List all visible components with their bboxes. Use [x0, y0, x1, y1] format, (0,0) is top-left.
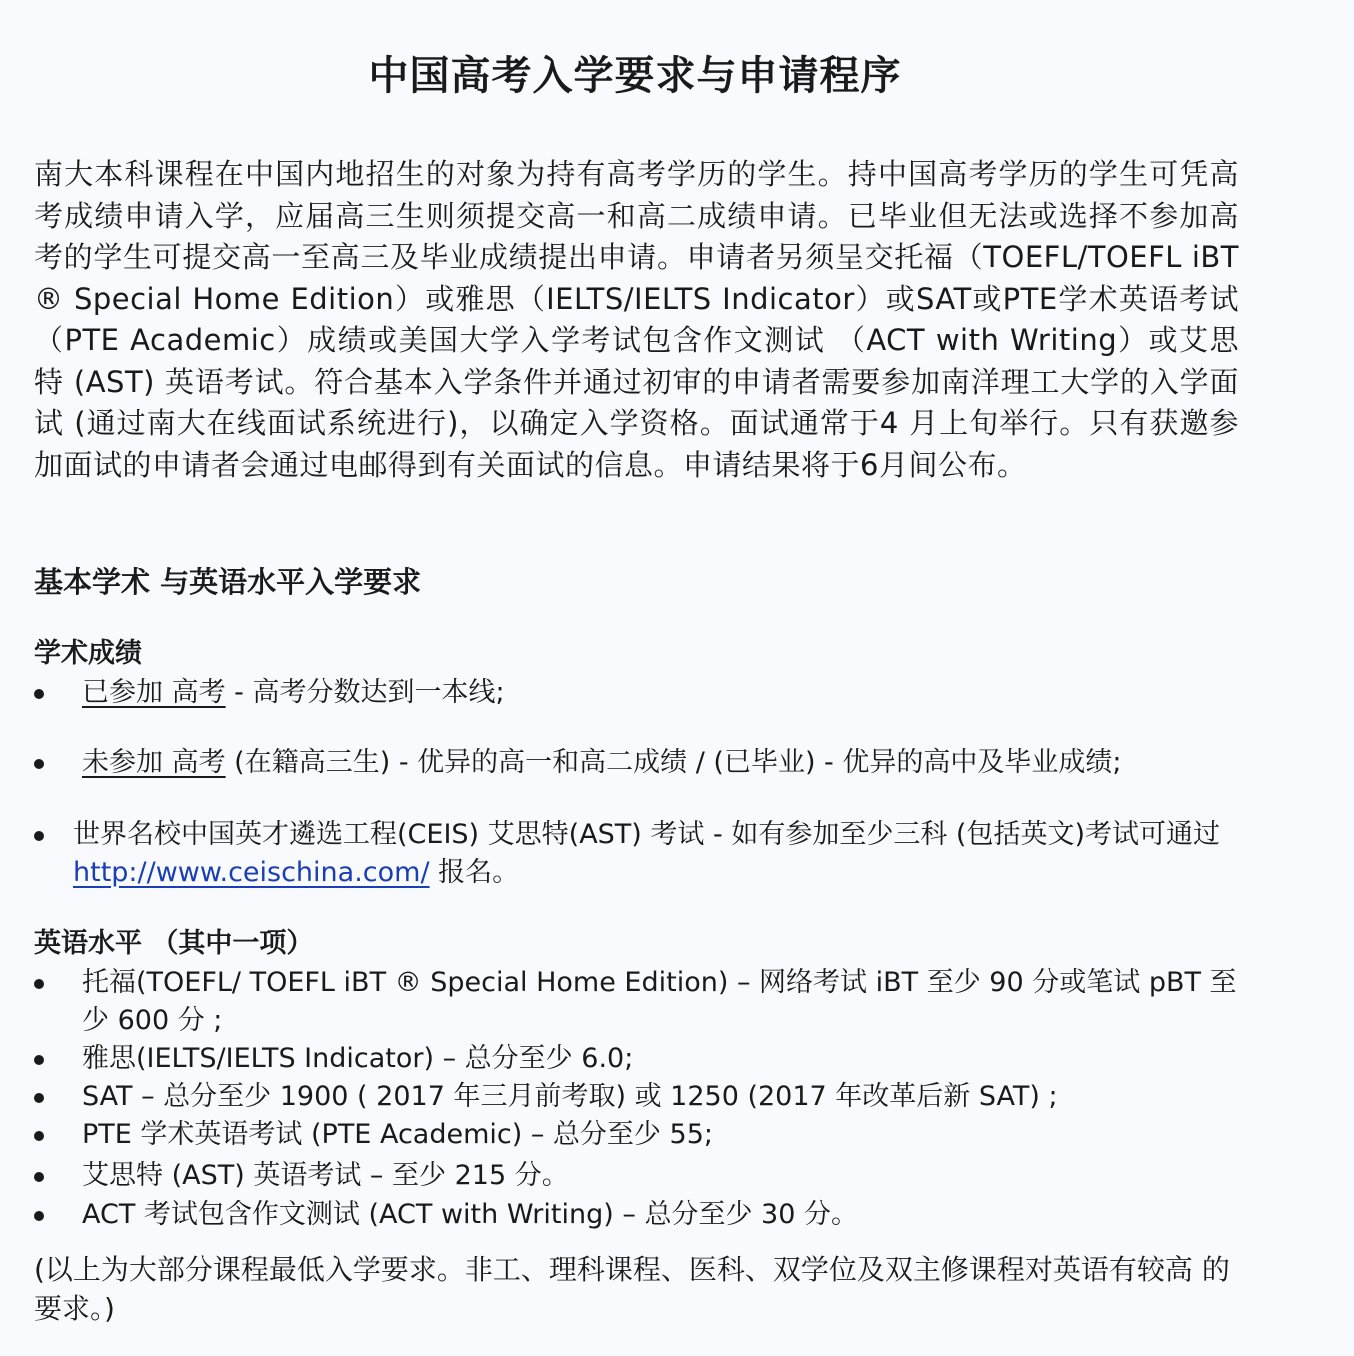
bullet-icon [34, 831, 44, 841]
intro-paragraph: 南大本科课程在中国内地招生的对象为持有高考学历的学生。持中国高考学历的学生可凭高考成绩申请入学，应届高三生则须提交高一和高二成绩申请。已毕业但无法或选择不参加高考的学生可提交高一至高三及毕业成绩提出申请。申请者另须呈交托福（TOEFL/TOEFL iBT ® Special Home Edition）或雅思（IELTS/IELTS Indicator）或SAT或PTE学术英语考试 （PTE Academic）成绩或美国大学入学考试包含作文测试 （ACT with Writing）或艾思特 (AST) 英语考试。符合基本入学条件并通过初审的申请者需要参加南洋理工大学的入学面试 (通过南大在线面试系统进行)，以确定入学资格。面试通常于4 月上旬举行。只有获邀参加面试的申请者会通过电邮得到有关面试的信息。申请结果将于6月间公布。 [34, 157, 1239, 482]
bullet-icon [34, 1172, 44, 1182]
document-page: 中国高考入学要求与申请程序 南大本科课程在中国内地招生的对象为持有高考学历的学生。持中国高考学历的学生可凭高考成绩申请入学，应届高三生则须提交高一和高二成绩申请。已毕业但无法或选择不参加高考的学生可提交高一至高三及毕业成绩提出申请。申请者另须呈交托福（TOEFL/TOEFL iBT ® Special Home Edition）或雅思（IELTS/IELTS Indicator）或SAT或PTE学术英语考试 （PTE Academic）成绩或美国大学入学考试包含作文测试 （ACT with Writing）或艾思特 (AST) 英语考试。符合基本入学条件并通过初审的申请者需要参加南洋理工大学的入学面试 (通过南大在线面试系统进行)，以确定入学资格。面试通常于4 月上旬举行。只有获邀参加面试的申请者会通过电邮得到有关面试的信息。申请结果将于6月间公布。 基本学术 与英语水平入学要求 学术成绩 已参加 高考 - 高考分数达到一本线; 未参加 高考 (在籍高三生) - 优异的高一和高二成绩 / (已毕业) - 优异的高中及毕业成绩; 世界名校中国英才遴选工程(CEIS) 艾思特(AST) 考试 - 如有参加至少三科 (包括英文)考试可通过 http://www.ceischina.com/ 报名。 英语水平 （其中一项） 托福(TOEFL/ TOEFL iBT ® Special Home Edition) – 网络考试 iBT 至少 90 分或笔试 pBT 至少 600 分 ; 雅思(IELTS/IELTS Indicator) – 总分至少 6.0; SAT – 总分至少 1900 ( 2017 年三月前考取) 或 1250 (2017 年改革后新 SAT) ; PTE 学术英语考试 (PTE Academic) – 总分至少 55; 艾思特 (AST) 英语考试 – 至少 215 分。 ACT 考试包含作文测试 (ACT with Writing) – 总分至少 30 分。 (以上为大部分课程最低入学要求。非工、理科课程、医科、双学位及双主修课程对英语有较高 的要求。) [0, 0, 1354, 1356]
bullet-icon [34, 689, 44, 699]
academic-item-3-tail: 报名。 [429, 857, 520, 888]
gaokao-not-taken-link[interactable]: 未参加 高考 [82, 747, 226, 778]
bullet-icon [34, 1055, 44, 1065]
english-heading: 英语水平 （其中一项） [34, 928, 314, 959]
bullet-icon [34, 1093, 44, 1103]
academic-item-2-text: (在籍高三生) - 优异的高一和高二成绩 / (已毕业) - 优异的高中及毕业成绩; [225, 747, 1122, 778]
academic-item-3-text: 世界名校中国英才遴选工程(CEIS) 艾思特(AST) 考试 - 如有参加至少三科 (包括英文)考试可通过 [73, 819, 1220, 850]
bullet-icon [34, 1211, 44, 1221]
gaokao-taken-link[interactable]: 已参加 高考 [82, 677, 226, 708]
academic-item-1-text: - 高考分数达到一本线; [225, 677, 505, 708]
bullet-icon [34, 979, 44, 989]
bullet-icon [34, 1131, 44, 1141]
academic-heading: 学术成绩 [34, 638, 142, 669]
bullet-icon [34, 759, 44, 769]
section-heading: 基本学术 与英语水平入学要求 [34, 565, 422, 599]
ceis-link[interactable]: http://www.ceischina.com/ [73, 857, 430, 888]
page-title: 中国高考入学要求与申请程序 [368, 53, 902, 99]
footnote: (以上为大部分课程最低入学要求。非工、理科课程、医科、双学位及双主修课程对英语有较高 的要求。) [34, 1253, 1230, 1325]
